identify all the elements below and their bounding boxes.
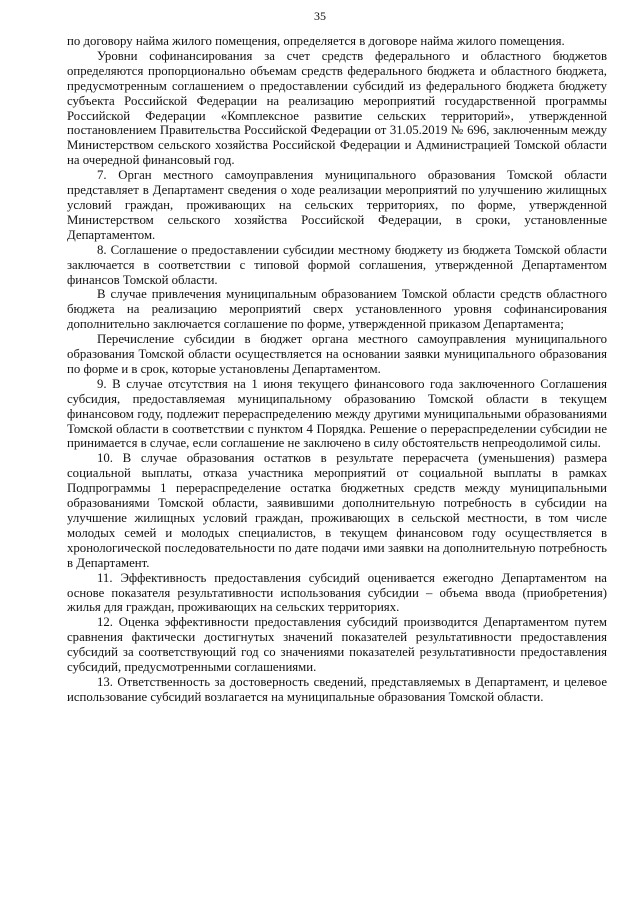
- paragraph-item-11: 11. Эффективность предоставления субсидий оценивается ежегодно Департаментом на основе показателя результативности использования субсидии – объема ввода (приобретения) жилья для граждан, проживающих на сельских территориях.: [67, 570, 607, 615]
- paragraph-continuation: по договору найма жилого помещения, определяется в договоре найма жилого помещения.: [67, 34, 565, 48]
- body-text: [67, 34, 607, 705]
- page-number: 35: [314, 9, 326, 23]
- paragraph-additional-agreement: В случае привлечения муниципальным образованием Томской области средств областного бюджета на реализацию мероприятий сверх установленного уровня софинансирования дополнительно заключается соглашение по форме, утвержденной приказом Департамента;: [67, 287, 607, 332]
- paragraph-item-13: 13. Ответственность за достоверность сведений, представляемых в Департамент, и целевое использование субсидий возлагается на муниципальные образования Томской области.: [67, 674, 607, 704]
- paragraph-item-12: 12. Оценка эффективности предоставления субсидий производится Департаментом путем сравнения фактически достигнутых значений показателей результативности предоставления субсидий за соответствующий год со значениями показателей результативности предоставления субсидий, предусмотренными соглашениями.: [67, 615, 607, 675]
- paragraph-item-10: 10. В случае образования остатков в результате перерасчета (уменьшения) размера социальной выплаты, отказа участника мероприятий от социальной выплаты в рамках Подпрограммы 1 перераспределение остатка бюджетных средств между муниципальными образованиями Томской области, заявившими дополнительную потребность в субсидии на улучшение жилищных условий граждан, проживающих в сельской местности, в том числе молодых семей и молодых специалистов, в текущем финансовом году осуществляется в хронологической последовательности по дате подачи ими заявки на дополнительную потребность в Департамент.: [67, 451, 607, 570]
- paragraph-item-8: 8. Соглашение о предоставлении субсидии местному бюджету из бюджета Томской области заключается в соответствии с типовой формой соглашения, утвержденной Департаментом финансов Томской области.: [67, 242, 607, 287]
- paragraph-item-9: 9. В случае отсутствия на 1 июня текущего финансового года заключенного Соглашения субсидия, предоставляемая муниципальному образованию Томской области в текущем финансовом году, подлежит перераспределению между другими муниципальными образованиями Томской области в соответствии с пунктом 4 Порядка. Решение о перераспределении субсидии не принимается в случае, если соглашение не заключено в силу обстоятельств непреодолимой силы.: [67, 376, 607, 451]
- paragraph-item-7: 7. Орган местного самоуправления муниципального образования Томской области представляет в Департамент сведения о ходе реализации мероприятий по улучшению жилищных условий граждан, проживающих на сельских территориях, по форме, утвержденной Министерством сельского хозяйства Российской Федерации, в сроки, установленные Департаментом.: [67, 168, 607, 242]
- paragraph-subsidy-transfer: Перечисление субсидии в бюджет органа местного самоуправления муниципального образования Томской области осуществляется на основании заявки муниципального образования по форме и в срок, которые установлены Департаментом.: [67, 332, 607, 376]
- paragraph-cofinancing-levels: Уровни софинансирования за счет средств федерального и областного бюджетов определяются пропорционально объемам средств федерального бюджета и областного бюджета, предусмотренным соглашением о предоставлении субсидий из федерального бюджета бюджету субъекта Российской Федерации на реализацию мероприятий государственной программы Российской Федерации «Комплексное развитие сельских территорий», утвержденной постановлением Правительства Российской Федерации от 31.05.2019 № 696, заключенным между Министерством сельского хозяйства Российской Федерации и Администрацией Томской области на очередной финансовый год.: [67, 48, 607, 168]
